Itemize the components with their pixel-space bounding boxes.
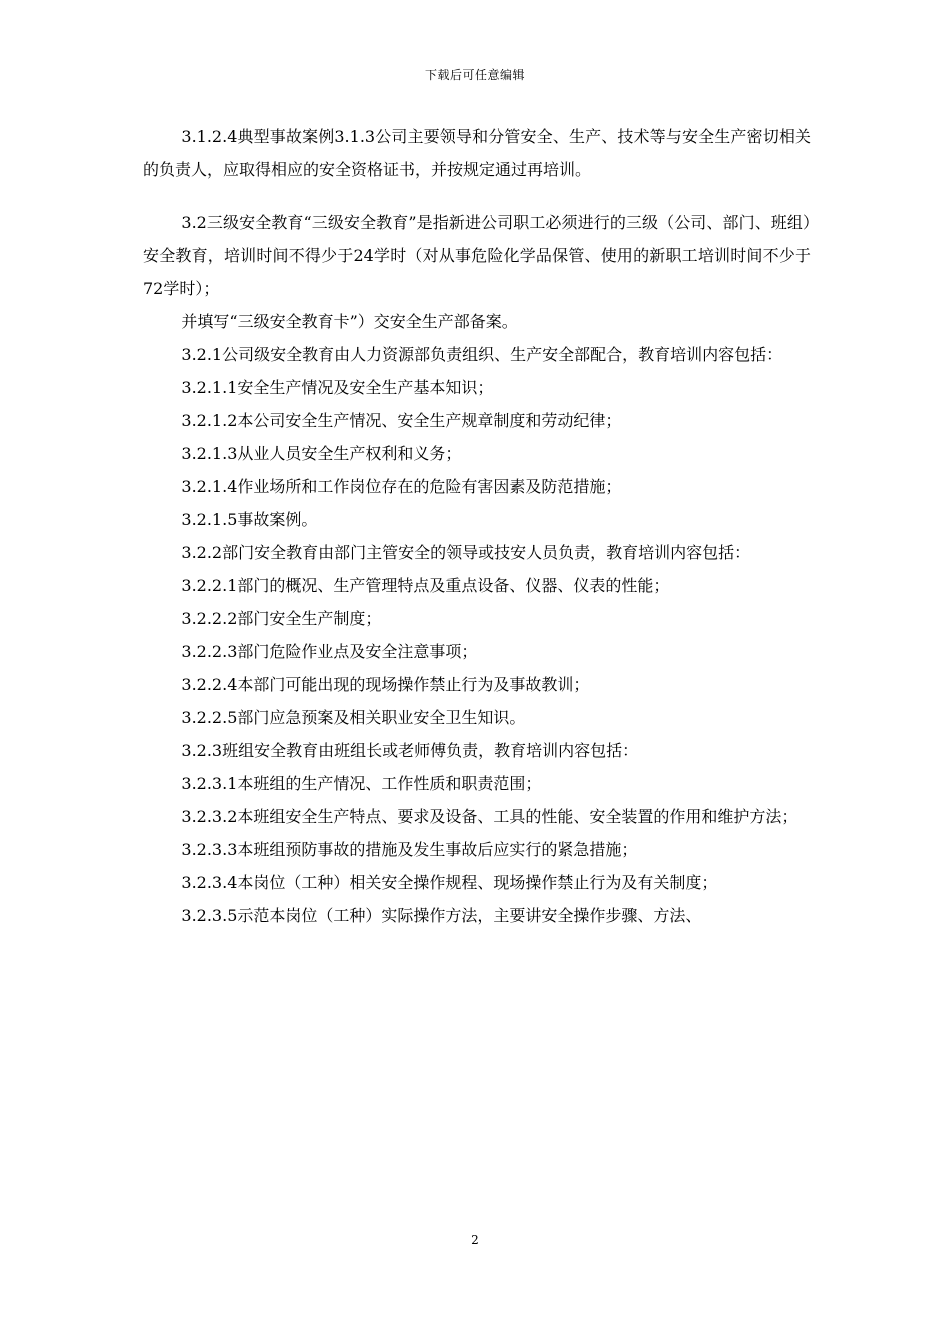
paragraph: 3.2三级安全教育“三级安全教育”是指新进公司职工必须进行的三级（公司、部门、班组）安全教育，培训时间不得少于24学时（对从事危险化学品保管、使用的新职工培训时间不少于72学时）； [143, 213, 811, 298]
paragraph: 3.2.2.5部门应急预案及相关职业安全卫生知识。 [181, 708, 526, 727]
paragraph: 3.2.3.4本岗位（工种）相关安全操作规程、现场操作禁止行为及有关制度； [181, 873, 718, 892]
paragraph: 并填写“三级安全教育卡”）交安全生产部备案。 [181, 312, 518, 331]
paragraph: 3.2.3.1本班组的生产情况、工作性质和职责范围； [181, 774, 542, 793]
paragraph: 3.2.1.3从业人员安全生产权利和义务； [181, 444, 462, 463]
paragraph: 3.2.2部门安全教育由部门主管安全的领导或技安人员负责，教育培训内容包括： [181, 543, 751, 562]
paragraph: 3.2.3.5示范本岗位（工种）实际操作方法，主要讲安全操作步骤、方法、 [181, 906, 702, 925]
paragraph: 3.2.3.2本班组安全生产特点、要求及设备、工具的性能、安全装置的作用和维护方法； [181, 807, 798, 826]
paragraph: 3.2.2.3部门危险作业点及安全注意事项； [181, 642, 478, 661]
paragraph: 3.2.2.1部门的概况、生产管理特点及重点设备、仪器、仪表的性能； [181, 576, 670, 595]
paragraph: 3.2.1公司级安全教育由人力资源部负责组织、生产安全部配合，教育培训内容包括： [181, 345, 783, 364]
document-body [143, 120, 811, 932]
paragraph: 3.2.3.3本班组预防事故的措施及发生事故后应实行的紧急措施； [181, 840, 638, 859]
paragraph: 3.2.1.2本公司安全生产情况、安全生产规章制度和劳动纪律； [181, 411, 622, 430]
paragraph: 3.2.1.4作业场所和工作岗位存在的危险有害因素及防范措施； [181, 477, 622, 496]
paragraph: 3.2.3班组安全教育由班组长或老师傅负责，教育培训内容包括： [181, 741, 639, 760]
paragraph: 3.1.2.4典型事故案例3.1.3公司主要领导和分管安全、生产、技术等与安全生产密切相关的负责人，应取得相应的安全资格证书，并按规定通过再培训。 [143, 127, 811, 179]
paragraph: 3.2.2.2部门安全生产制度； [181, 609, 382, 628]
paragraph: 3.2.2.4本部门可能出现的现场操作禁止行为及事故教训； [181, 675, 590, 694]
page-number: 2 [471, 1233, 479, 1247]
paragraph: 3.2.1.1安全生产情况及安全生产基本知识； [181, 378, 494, 397]
paragraph: 3.2.1.5事故案例。 [181, 510, 318, 529]
page-header: 下载后可任意编辑 [424, 68, 525, 82]
